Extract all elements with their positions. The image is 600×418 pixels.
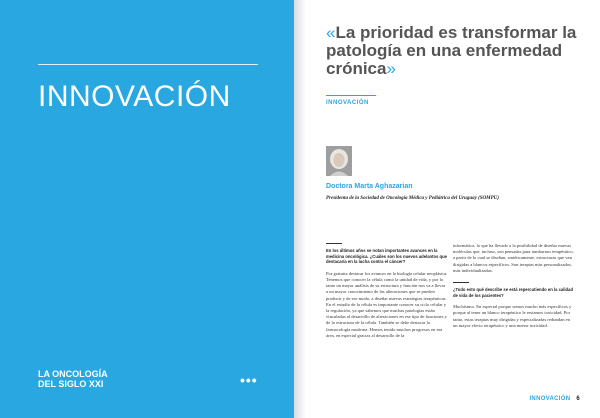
brand-line-1: LA ONCOLOGÍA [38,369,108,379]
section-rule [326,95,376,96]
question-rule [453,282,469,283]
section-title: INNOVACIÓN [38,80,231,113]
interview-question-1: En los últimos años se notan importantes avances en la medicina oncológica. ¿Cuáles son los nuevos adelantos que destacaría en la lucha contra el cáncer? [326,248,447,265]
article-column-right [453,243,575,335]
interview-question-2: ¿Todo esto qué describe se está repercutiendo en la calidad de vida de los pacientes? [453,287,573,298]
left-page [0,0,294,418]
page-spine [294,0,306,418]
page-number: 6 [576,396,580,402]
author-avatar [326,146,352,176]
author-role: Presidenta de la Sociedad de Oncología Médica y Pediátrica del Uruguay (SOMPU) [326,196,499,201]
decorative-dots: ••• [240,372,258,388]
answer-paragraph-1: Por gratuita destacar los avances en la biología celular neoplásica. Tenemos que conocer la célula como la unidad de vida, y por lo tanto un mayor análisis de su estructura y función nos va a llevar a un mayor conocimiento de las alteraciones que se pueden producir y de ese modo, a diseñar nuevas estrategias terapéuticas. En el estudio de la célula es importante conocer su ciclo celular y la regulación, ya que sabemos que muchas patologías están vinculadas al desarrollo de alteraciones en ese tipo de funciones y de la estructura de la célula. También se debe destacar la farmacología moderna. Hemos tenido muchos progresos en esa área, en especial gracias al desarrollo de la [326,270,448,338]
footer-section-label: INNOVACIÓN [529,396,571,402]
answer-paragraph-3: Muchísimo. En especial porque somos mucho más específicos y porque al tener un blanco terapéutico le restamos toxicidad. Por tanto, estas terapias muy dirigidas y especializadas redundan en un mayor efecto terapéutico y una menor toxicidad. [453,304,572,328]
answer-paragraph-2: informática, lo que ha llevado a la posibilidad de diseñar nuevas moléculas que, incluso, son pensadas para tumbarnos terapéutico, a partir de lo cual se diseñan, sintéticamente, estructuras que van dirigidas a blancos específicos. Son terapias más personalizadas, más individualizadas. [453,243,574,273]
page-footer [529,396,580,402]
quote-open-mark: « [326,23,336,42]
article-column-left [326,243,448,345]
publication-brand [38,369,158,389]
quote-text: La prioridad es transformar la patología en una enfermedad crónica [326,23,577,78]
question-rule [326,243,342,244]
left-page-rule [38,64,258,65]
right-page [306,0,600,418]
quote-close-mark: » [386,59,396,78]
author-photo-icon [326,146,352,176]
author-name: Doctora Marta Aghazarian [326,183,413,190]
brand-line-2: DEL SIGLO XXI [38,379,104,389]
pull-quote [326,24,586,78]
section-label: INNOVACIÓN [326,100,369,106]
